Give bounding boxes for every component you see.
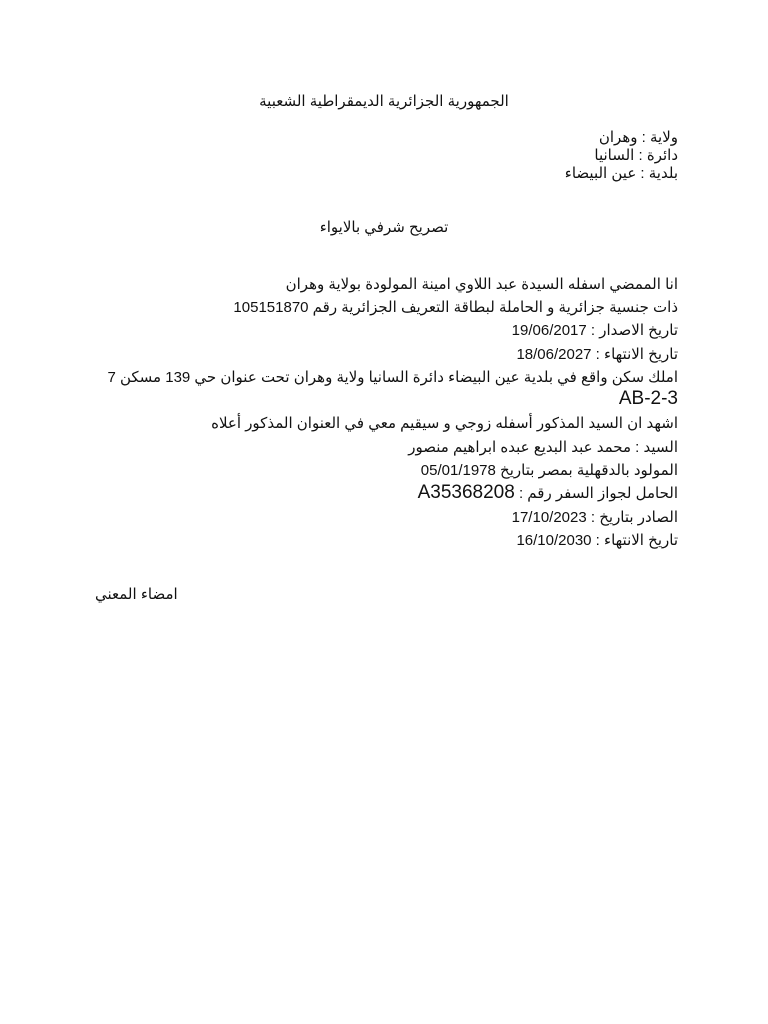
signature-label: امضاء المعني [95, 586, 178, 603]
document-title: تصريح شرفي بالايواء [319, 219, 449, 236]
body-line-9: المولود بالدقهلية بمصر بتاريخ 05/01/1978 [420, 462, 678, 479]
body-line-3: تاريخ الاصدار : 19/06/2017 [511, 322, 678, 339]
body-line-6 [619, 389, 678, 409]
body-line-10 [418, 483, 678, 504]
wilaya-line: ولاية : وهران [598, 129, 678, 146]
body-line-1: انا الممضي اسفله السيدة عبد اللاوي امينة المولودة بولاية وهران [285, 276, 678, 293]
republic-heading: الجمهورية الجزائرية الديمقراطية الشعبية [259, 93, 509, 110]
body-line-8: السيد : محمد عبد البديع عبده ابراهيم منصور [408, 439, 678, 456]
daira-line: دائرة : السانيا [594, 147, 678, 164]
body-line-11: الصادر بتاريخ : 17/10/2023 [511, 509, 678, 526]
body-line-2: ذات جنسية جزائرية و الحاملة لبطاقة التعريف الجزائرية رقم 105151870 [233, 299, 678, 316]
address-code: AB-2-3 [618, 388, 678, 409]
passport-number: A35368208 [417, 482, 515, 503]
commune-line: بلدية : عين البيضاء [564, 165, 678, 182]
body-line-12: تاريخ الانتهاء : 16/10/2030 [516, 532, 678, 549]
body-line-4: تاريخ الانتهاء : 18/06/2027 [516, 346, 678, 363]
body-line-7: اشهد ان السيد المذكور أسفله زوجي و سيقيم معي في العنوان المذكور أعلاه [211, 415, 678, 432]
passport-label: الحامل لجواز السفر رقم : [518, 485, 678, 502]
body-line-5: املك سكن واقع في بلدية عين البيضاء دائرة السانيا ولاية وهران تحت عنوان حي 139 مسكن 7 [107, 369, 678, 386]
